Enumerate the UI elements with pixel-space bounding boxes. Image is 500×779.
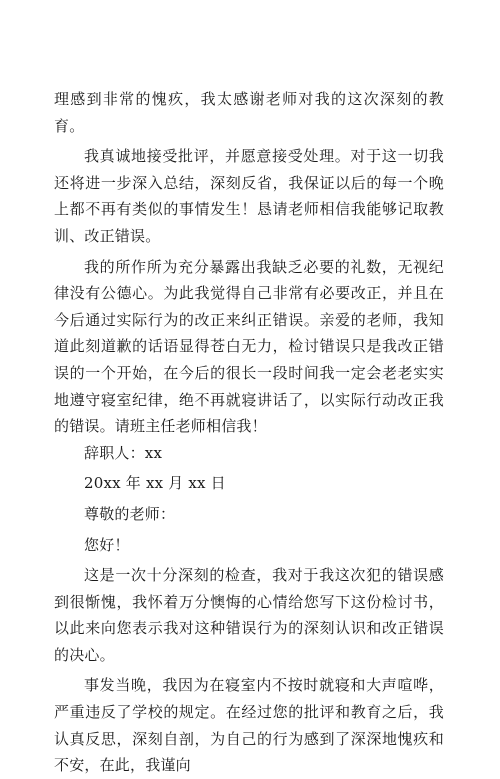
document-page xyxy=(54,86,444,779)
salutation: 尊敬的老师： xyxy=(84,504,176,523)
paragraph-reflection: 我的所作所为充分暴露出我缺乏必要的礼数，无视纪律没有公德心。为此我觉得自己非常有必要改正，并且在今后通过实际行为的改正来纠正错误。亲爱的老师，我知道此刻道歉的话语显得苍白无力，检讨错误只是我改正错误的一个开始，在今后的很长一段时间我一定会老老实实地遵守寝室纪律，绝不再就寝讲话了，以实际行动改正我的错误。请班主任老师相信我！ xyxy=(54,257,444,436)
paragraph-continuation: 理感到非常的愧疚，我太感谢老师对我的这次深刻的教育。 xyxy=(54,90,444,135)
signature-line: 辞职人：xx xyxy=(84,443,163,462)
paragraph-acceptance: 我真诚地接受批评，并愿意接受处理。对于这一切我还将进一步深入总结，深刻反省，我保证以后的每一个晚上都不再有类似的事情发生！恳请老师相信我能够记取教训、改正错误。 xyxy=(54,147,444,245)
date-line: 20xx 年 xx 月 xx 日 xyxy=(84,474,226,493)
paragraph-incident: 事发当晚，我因为在寝室内不按时就寝和大声喧哗，严重违反了学校的规定。在经过您的批评和教育之后，我认真反思，深刻自剖，为自己的行为感到了深深地愧疚和不安，在此，我谨向 xyxy=(54,676,444,775)
greeting: 您好！ xyxy=(84,535,130,554)
paragraph-introduction: 这是一次十分深刻的检查，我对于我这次犯的错误感到很惭愧，我怀着万分懊悔的心情给您写下这份检讨书，以此来向您表示我对这种错误行为的深刻认识和改正错误的决心。 xyxy=(54,566,444,664)
